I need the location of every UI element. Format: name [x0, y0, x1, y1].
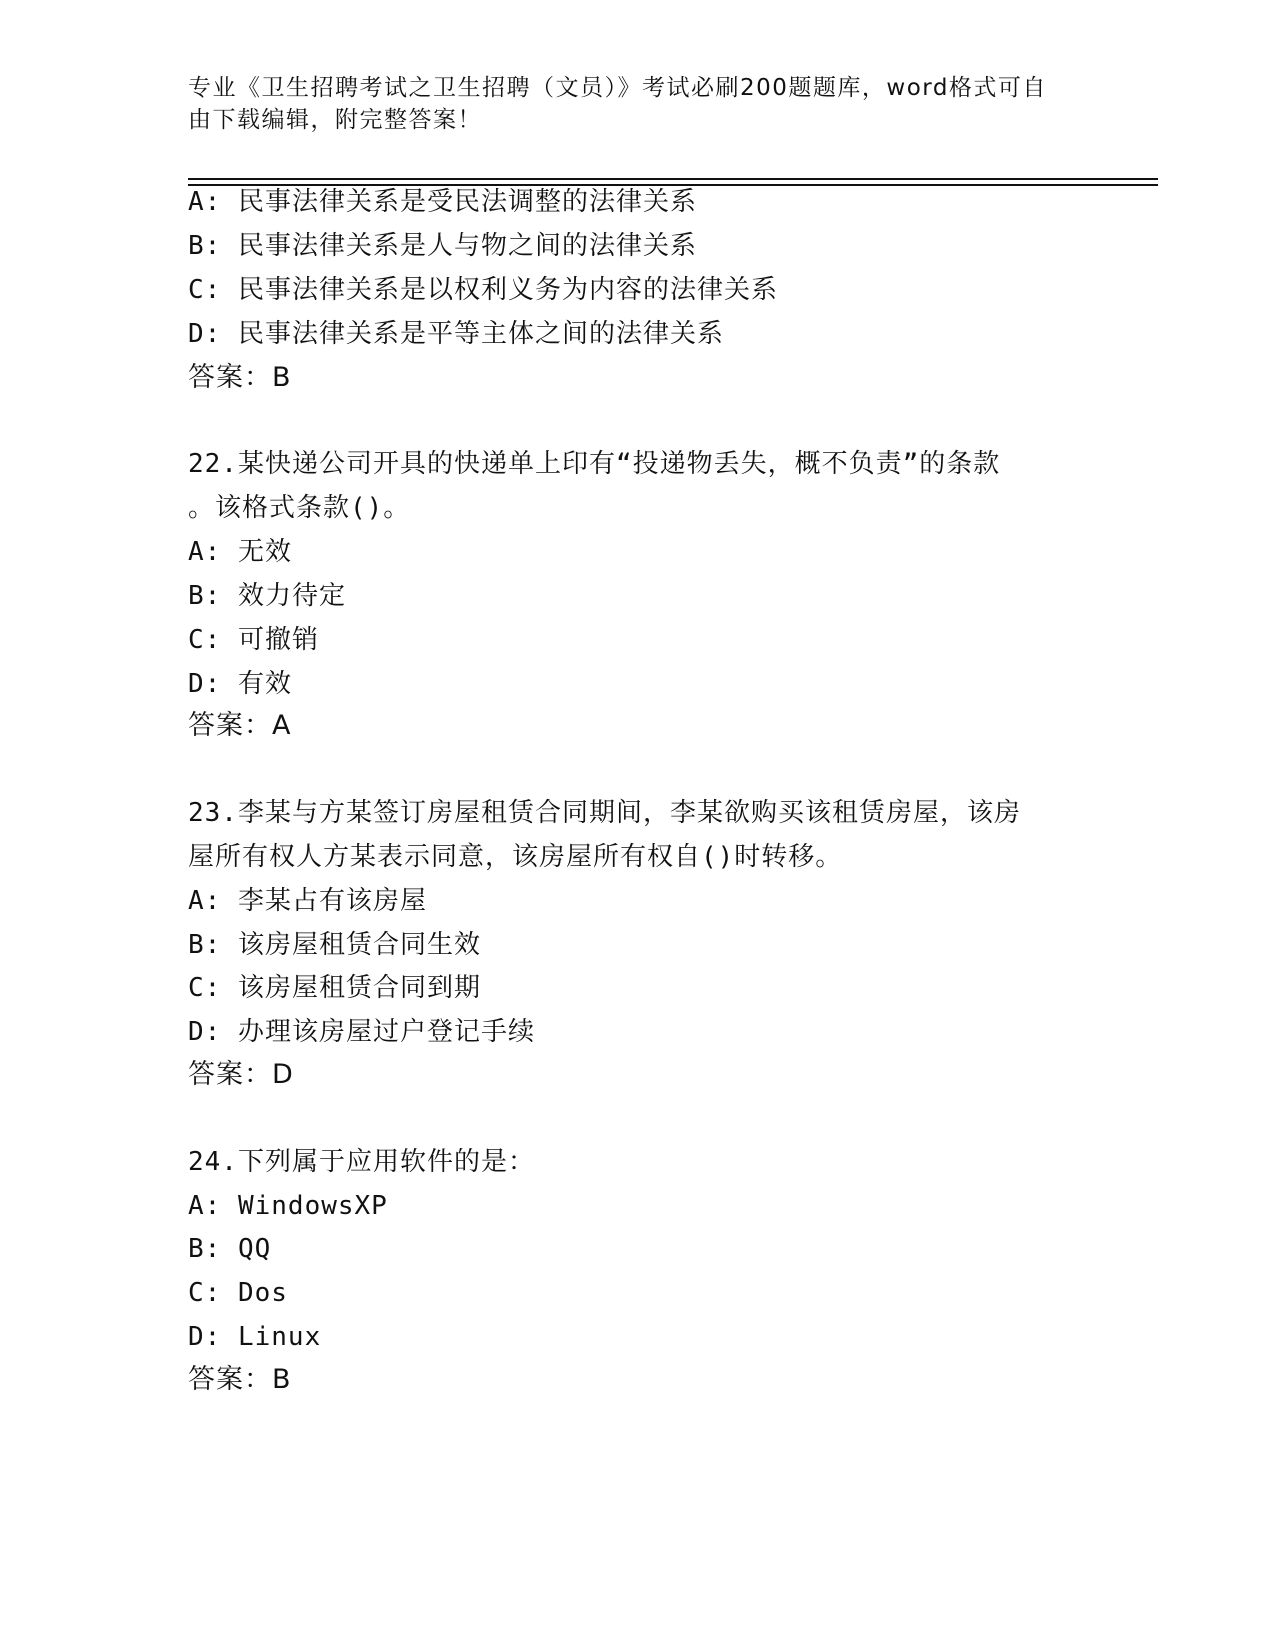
option-c: C: Dos: [188, 1278, 288, 1308]
answer: 答案：B: [188, 362, 292, 393]
answer: 答案：D: [188, 1059, 294, 1090]
option-a: A: 无效: [188, 537, 292, 567]
option-d: D: 办理该房屋过户登记手续: [188, 1017, 535, 1047]
answer: 答案：B: [188, 1364, 292, 1395]
option-b: B: 民事法律关系是人与物之间的法律关系: [188, 231, 697, 261]
option-c: C: 可撤销: [188, 625, 319, 655]
question-text-line: 屋所有权人方某表示同意，该房屋所有权自()时转移。: [188, 842, 843, 872]
option-d: D: 有效: [188, 669, 292, 699]
option-a: A: 民事法律关系是受民法调整的法律关系: [188, 187, 697, 217]
answer: 答案：A: [188, 710, 292, 741]
document-header: 专业《卫生招聘考试之卫生招聘（文员）》考试必刷200题题库，word格式可自由下载编辑，附完整答案！: [188, 75, 1047, 133]
option-b: B: 该房屋租赁合同生效: [188, 930, 481, 960]
option-a: A: 李某占有该房屋: [188, 886, 427, 916]
option-b: B: 效力待定: [188, 581, 346, 611]
option-a: A: WindowsXP: [188, 1191, 388, 1221]
option-c: C: 该房屋租赁合同到期: [188, 973, 481, 1003]
question-text-line: 。该格式条款()。: [188, 493, 411, 523]
option-b: B: QQ: [188, 1234, 272, 1264]
option-c: C: 民事法律关系是以权利义务为内容的法律关系: [188, 275, 778, 305]
question-text-line: 24.下列属于应用软件的是：: [188, 1147, 535, 1177]
header-divider-top: [188, 178, 1158, 180]
question-text-line: 22.某快递公司开具的快递单上印有“投递物丢失，概不负责”的条款: [188, 449, 1001, 479]
option-d: D: 民事法律关系是平等主体之间的法律关系: [188, 319, 724, 349]
question-text-line: 23.李某与方某签订房屋租赁合同期间，李某欲购买该租赁房屋，该房: [188, 798, 1021, 828]
option-d: D: Linux: [188, 1322, 322, 1352]
